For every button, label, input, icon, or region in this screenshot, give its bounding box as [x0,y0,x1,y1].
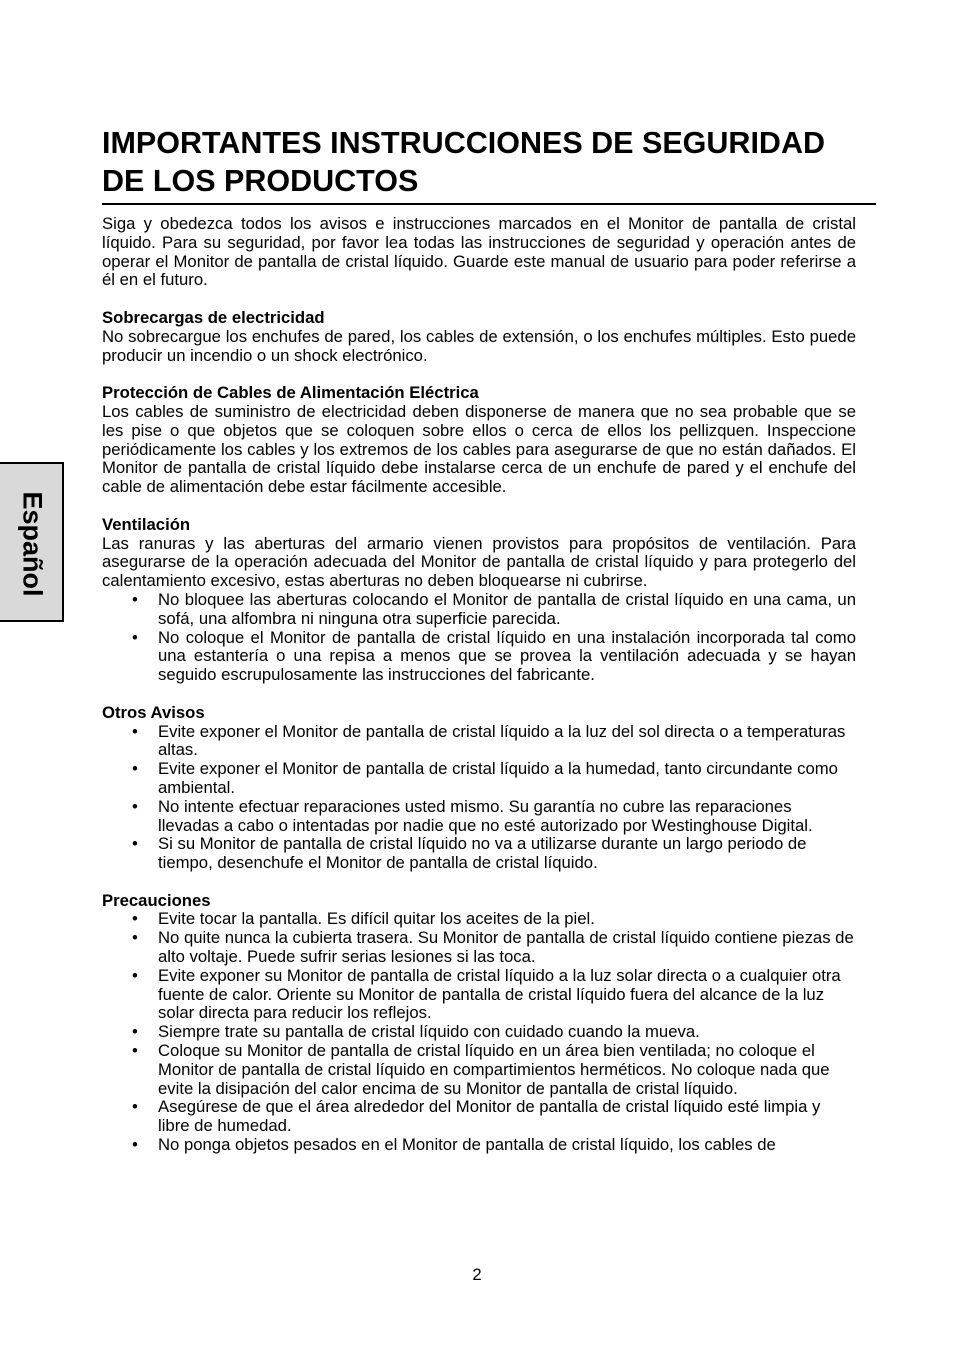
bullet-icon: • [132,965,138,985]
language-tab-label: Español [17,491,48,597]
bullet-icon: • [132,1041,138,1061]
section-text: No sobrecargue los enchufes de pared, los cables de extensión, o los enchufes múltiples. Esto puede producir un incendio o un shock electrónico. [102,326,856,365]
language-side-tab [0,462,64,622]
section-heading: Precauciones [102,890,211,910]
spacer [102,685,856,704]
list-item [102,591,856,629]
spacer [102,365,856,384]
list-item-text: Evite exponer el Monitor de pantalla de cristal líquido a la humedad, tanto circundante como ambiental. [158,759,838,797]
bullet-icon: • [132,627,138,647]
list-item [102,910,856,929]
bullet-icon: • [132,589,138,609]
list-item [102,798,856,836]
bullet-list [102,910,856,1154]
list-item [102,1098,856,1136]
bullet-icon: • [132,1135,138,1155]
section-sobrecargas [102,309,856,365]
bullet-icon: • [132,1022,138,1042]
list-item [102,1023,856,1042]
spacer [102,497,856,516]
section-heading: Protección de Cables de Alimentación Eléctrica [102,383,479,403]
bullet-icon: • [132,834,138,854]
list-item [102,629,856,685]
section-heading: Otros Avisos [102,702,205,722]
bullet-icon: • [132,928,138,948]
list-item [102,967,856,1023]
bullet-icon: • [132,796,138,816]
list-item-text: No coloque el Monitor de pantalla de cristal líquido en una instalación incorporada tal como una estantería o una repisa a menos que se provea la ventilación adecuada y se hayan seguido escrupulosamente las instrucciones del fabricante. [158,627,856,685]
section-precauciones [102,892,856,1155]
section-otros-avisos [102,704,856,873]
list-item [102,1042,856,1098]
list-item [102,1136,856,1155]
list-item-text: No bloquee las aberturas colocando el Monitor de pantalla de cristal líquido en una cama, un sofá, una alfombra ni ninguna otra superficie parecida. [158,589,856,628]
list-item [102,835,856,873]
section-text: Los cables de suministro de electricidad deben disponerse de manera que no sea probable que se les pise o que objetos que se coloquen sobre ellos o cerca de ellos los pellizquen. Inspeccione periódicamente los cables y los extremos de los cables para asegurarse de que no están dañados. El Monitor de pantalla de cristal líquido debe instalarse cerca de un enchufe de pared y el enchufe del cable de alimentación debe estar fácilmente accesible. [102,401,856,497]
list-item-text: Asegúrese de que el área alrededor del Monitor de pantalla de cristal líquido esté limpia y libre de humedad. [158,1097,821,1136]
intro-paragraph: Siga y obedezca todos los avisos e instrucciones marcados en el Monitor de pantalla de cristal líquido. Para su seguridad, por favor lea todas las instrucciones de seguridad y operación antes de operar el Monitor de pantalla de cristal líquido. Guarde este manual de usuario para poder referirse a él en el futuro. [102,214,856,290]
title-divider [102,203,876,205]
document-body [102,215,856,1155]
bullet-icon: • [132,721,138,741]
list-item-text: Evite exponer su Monitor de pantalla de cristal líquido a la luz solar directa o a cualquier otra fuente de calor. Oriente su Monitor de pantalla de cristal líquido fuera del alcance de la luz solar directa para reducir los reflejos. [158,965,841,1023]
list-item-text: Evite tocar la pantalla. Es difícil quitar los aceites de la piel. [158,909,595,929]
spacer [102,873,856,892]
section-proteccion [102,384,856,497]
section-text: Las ranuras y las aberturas del armario vienen provistos para propósitos de ventilación. Para asegurarse de la operación adecuada del Monitor de pantalla de cristal líquido y para protegerlo del calentamiento excesivo, estas aberturas no deben bloquearse ni cubrirse. [102,533,856,591]
list-item [102,760,856,798]
list-item-text: No quite nunca la cubierta trasera. Su Monitor de pantalla de cristal líquido contiene piezas de alto voltaje. Puede sufrir serias lesiones si las toca. [158,928,854,967]
bullet-icon: • [132,759,138,779]
bullet-icon: • [132,1097,138,1117]
bullet-icon: • [132,909,138,929]
bullet-list [102,723,856,873]
list-item [102,723,856,761]
section-heading: Ventilación [102,514,191,534]
list-item-text: Siempre trate su pantalla de cristal líquido con cuidado cuando la mueva. [158,1022,700,1042]
list-item-text: No ponga objetos pesados en el Monitor de pantalla de cristal líquido, los cables de [158,1135,776,1155]
list-item-text: Si su Monitor de pantalla de cristal líquido no va a utilizarse durante un largo periodo de tiempo, desenchufe el Monitor de pantalla de cristal líquido. [158,834,807,873]
bullet-list [102,591,856,685]
page-title: IMPORTANTES INSTRUCCIONES DE SEGURIDAD DE LOS PRODUCTOS [102,126,826,198]
list-item-text: No intente efectuar reparaciones usted mismo. Su garantía no cubre las reparaciones llevadas a cabo o intentadas por nadie que no esté autorizado por Westinghouse Digital. [158,796,813,835]
section-heading: Sobrecargas de electricidad [102,307,325,327]
section-ventilacion [102,516,856,685]
list-item-text: Coloque su Monitor de pantalla de cristal líquido en un área bien ventilada; no coloque el Monitor de pantalla de cristal líquido en compartimientos herméticos. No coloque nada que evite la disipación del calor encima de su Monitor de pantalla de cristal líquido. [158,1041,830,1098]
list-item [102,929,856,967]
page-number: 2 [472,1265,482,1284]
list-item-text: Evite exponer el Monitor de pantalla de cristal líquido a la luz del sol directa o a temperaturas altas. [158,721,846,760]
spacer [102,290,856,309]
